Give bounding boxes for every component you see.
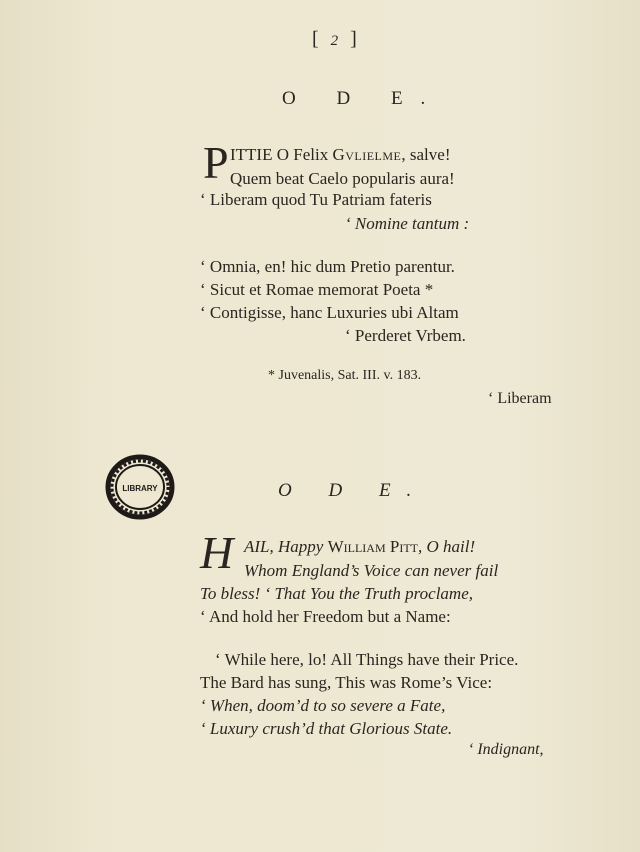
latin-line-1-start: ITTIE O Felix: [230, 145, 333, 164]
library-stamp-icon: [105, 454, 175, 520]
english-line-1: [244, 537, 475, 557]
english-drop-cap: H: [200, 527, 234, 578]
english-line-3: To bless! ‘ That You the Truth proclame,: [200, 584, 473, 603]
latin-ode-heading: O D E.: [282, 88, 444, 109]
page-number-value: 2: [330, 33, 341, 49]
english-line-8: ‘ Luxury crush’d that Glorious State.: [200, 719, 453, 738]
english-catchword: ‘ Indignant,: [468, 741, 544, 758]
english-line-4: ‘ And hold her Freedom but a Name:: [200, 607, 451, 626]
latin-catchword: ‘ Liberam: [488, 390, 552, 407]
english-line-7: ‘ When, doom’d to so severe a Fate,: [200, 696, 446, 715]
latin-line-7: ‘ Contigisse, hanc Luxuries ubi Altam: [200, 303, 459, 322]
page-number: [312, 28, 359, 51]
bracket-close: ]: [350, 28, 359, 50]
english-line-1-start: AIL, Happy: [244, 537, 328, 556]
english-line-1-end: , O hail!: [417, 537, 476, 556]
english-line-1-name: William Pitt: [327, 537, 418, 556]
latin-footnote: * Juvenalis, Sat. III. v. 183.: [268, 368, 422, 383]
latin-line-2: Quem beat Caelo popularis aura!: [230, 169, 455, 188]
library-stamp: [105, 454, 175, 520]
latin-line-1-name: Gvlielme: [332, 145, 402, 164]
latin-line-8: ‘ Perderet Vrbem.: [345, 326, 466, 345]
latin-line-3: ‘ Liberam quod Tu Patriam fateris: [200, 190, 432, 209]
latin-line-5: ‘ Omnia, en! hic dum Pretio parentur.: [200, 257, 455, 276]
english-line-2: Whom England’s Voice can never fail: [244, 561, 499, 580]
english-line-5: ‘ While here, lo! All Things have their Price.: [215, 650, 519, 669]
english-ode-heading: O D E.: [278, 480, 428, 501]
stamp-label: LIBRARY: [122, 484, 158, 493]
latin-line-1: [230, 145, 450, 165]
latin-line-1-end: , salve!: [401, 145, 451, 164]
latin-line-4: ‘ Nomine tantum :: [345, 214, 470, 233]
english-line-6: The Bard has sung, This was Rome’s Vice:: [200, 673, 493, 692]
latin-line-6: ‘ Sicut et Romae memorat Poeta *: [200, 280, 434, 299]
latin-drop-cap: P: [203, 137, 229, 188]
bracket-open: [: [312, 28, 321, 50]
